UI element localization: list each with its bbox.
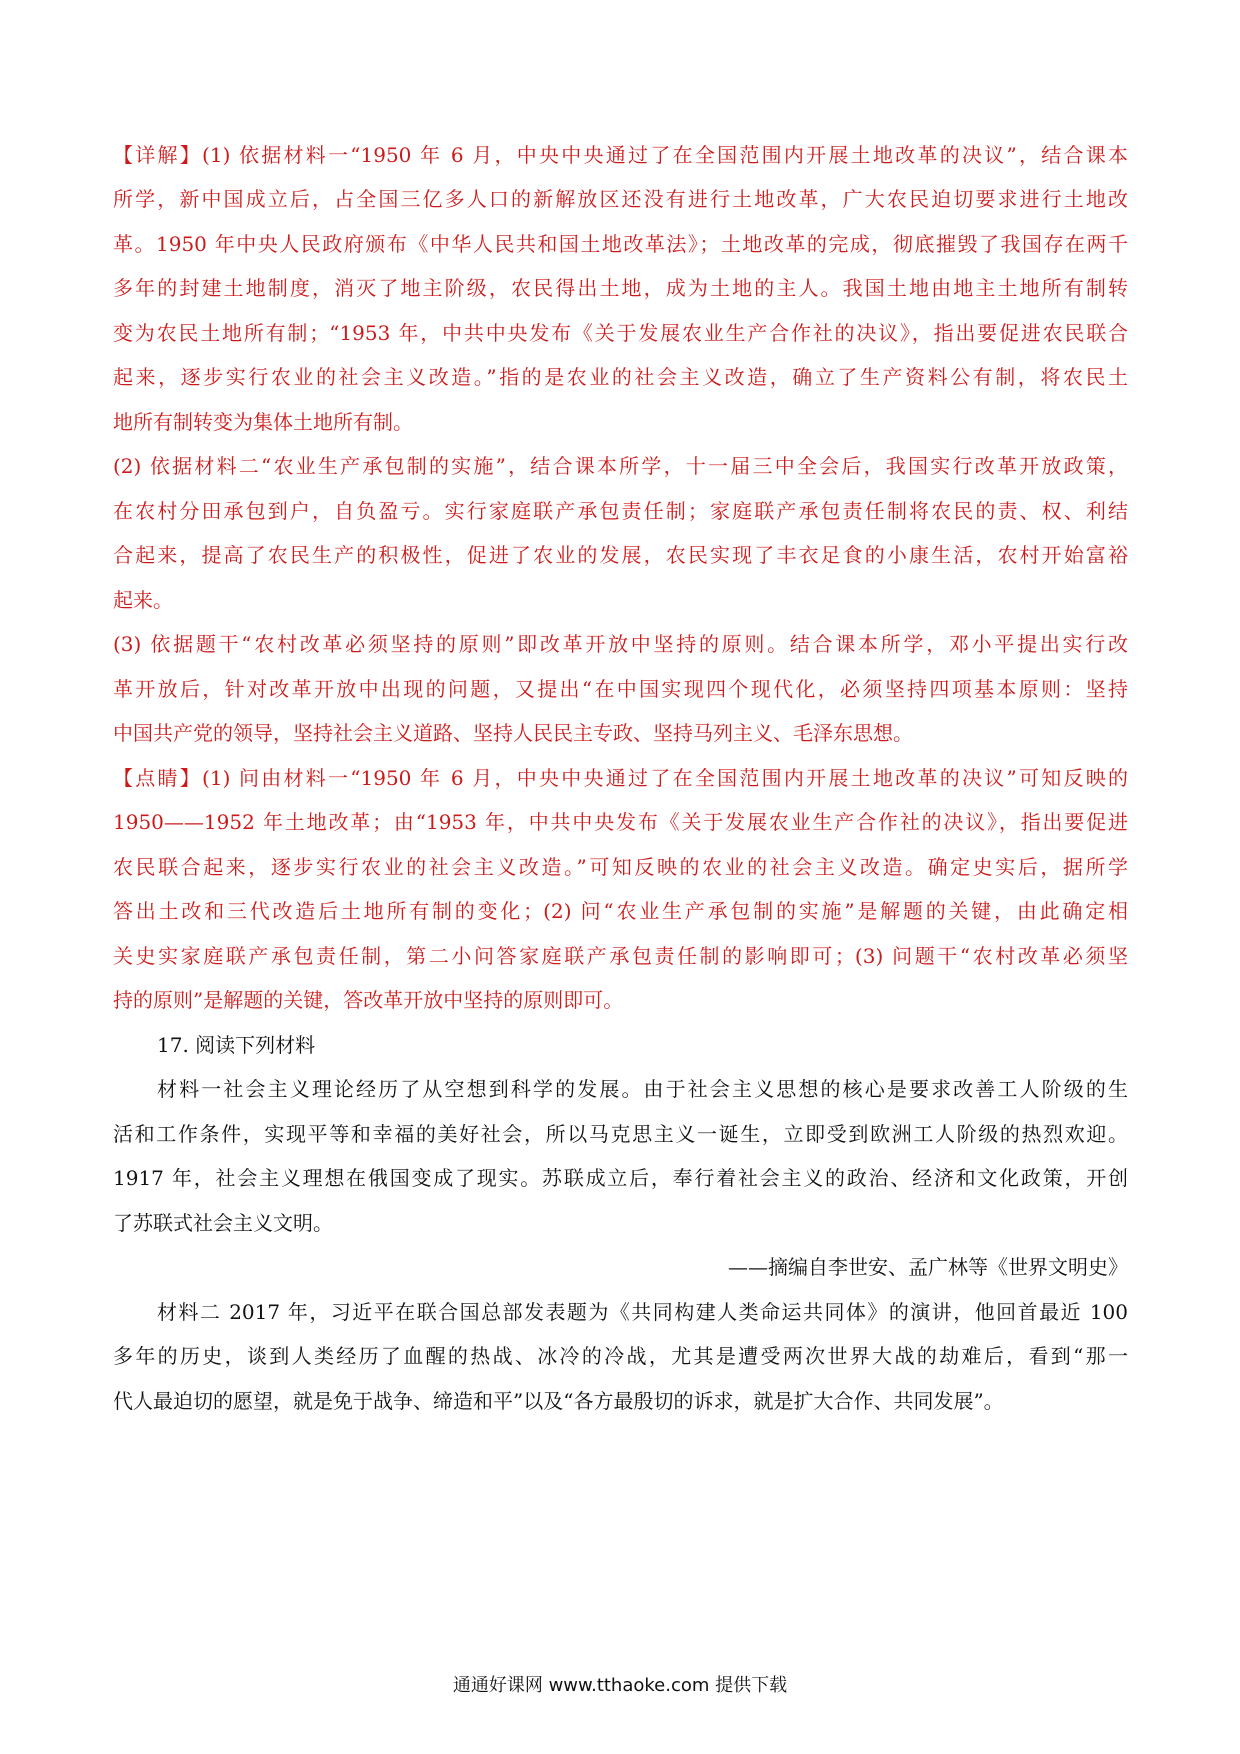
material-one-line-3: 1917 年，社会主义理想在俄国变成了现实。苏联成立后，奉行着社会主义的政治、经济和文化政策，开创: [113, 1166, 1128, 1190]
material-two-line-1: 材料二 2017 年，习近平在联合国总部发表题为《共同构建人类命运共同体》的演讲，他回首最近 100: [157, 1300, 1128, 1324]
material-two-line-3: 代人最迫切的愿望，就是免于战争、缔造和平”以及“各方最殷切的诉求，就是扩大合作、共同发展”。: [113, 1389, 1004, 1413]
question-heading: 17. 阅读下列材料: [157, 1033, 316, 1057]
answer-line-19: 关史实家庭联产承包责任制，第二小问答家庭联产承包责任制的影响即可；(3) 问题干“农村改革必须坚: [113, 944, 1128, 968]
material-one-line-2: 活和工作条件，实现平等和幸福的美好社会，所以马克思主义一诞生，立即受到欧洲工人阶级的热烈欢迎。: [113, 1122, 1128, 1146]
answer-line-20: 持的原则”是解题的关键，答改革开放中坚持的原则即可。: [113, 988, 624, 1012]
answer-line-14: 中国共产党的领导，坚持社会主义道路、坚持人民民主专政、坚持马列主义、毛泽东思想。: [113, 721, 913, 745]
answer-line-16: 1950——1952 年土地改革；由“1953 年，中共中央发布《关于发展农业生产合作社的决议》，指出要促进: [113, 810, 1128, 834]
answer-line-5: 变为农民土地所有制；“1953 年，中共中央发布《关于发展农业生产合作社的决议》，指出要促进农民联合: [113, 321, 1128, 345]
material-one-source: ——摘编自李世安、孟广林等《世界文明史》: [728, 1255, 1128, 1279]
answer-line-7: 地所有制转变为集体土地所有制。: [113, 410, 413, 434]
answer-line-4: 多年的封建土地制度，消灭了地主阶级，农民得出土地，成为土地的主人。我国土地由地主土地所有制转: [113, 276, 1128, 300]
answer-line-6: 起来，逐步实行农业的社会主义改造。”指的是农业的社会主义改造，确立了生产资料公有制，将农民土: [113, 365, 1128, 389]
answer-line-13: 革开放后，针对改革开放中出现的问题，又提出“在中国实现四个现代化，必须坚持四项基本原则：坚持: [113, 677, 1128, 701]
answer-line-12: (3) 依据题干“农村改革必须坚持的原则”即改革开放中坚持的原则。结合课本所学，邓小平提出实行改: [113, 632, 1128, 656]
material-two-line-2: 多年的历史，谈到人类经历了血醒的热战、冰冷的冷战，尤其是遭受两次世界大战的劫难后，看到“那一: [113, 1344, 1128, 1368]
page-footer: 通通好课网 www.tthaoke.com 提供下载: [452, 1675, 788, 1696]
answer-line-1: 【详解】(1) 依据材料一“1950 年 6 月，中央中央通过了在全国范围内开展土地改革的决议”，结合课本: [113, 143, 1128, 167]
material-one-line-4: 了苏联式社会主义文明。: [113, 1211, 333, 1235]
answer-line-10: 合起来，提高了农民生产的积极性，促进了农业的发展，农民实现了丰衣足食的小康生活，农村开始富裕: [113, 543, 1128, 567]
material-one-line-1: 材料一社会主义理论经历了从空想到科学的发展。由于社会主义思想的核心是要求改善工人阶级的生: [157, 1077, 1128, 1101]
answer-line-15: 【点睛】(1) 问由材料一“1950 年 6 月，中央中央通过了在全国范围内开展土地改革的决议”可知反映的: [113, 766, 1128, 790]
answer-line-18: 答出土改和三代改造后土地所有制的变化；(2) 问“农业生产承包制的实施”是解题的关键，由此确定相: [113, 899, 1128, 923]
answer-line-11: 起来。: [113, 588, 173, 612]
answer-line-17: 农民联合起来，逐步实行农业的社会主义改造。”可知反映的农业的社会主义改造。确定史实后，据所学: [113, 855, 1128, 879]
answer-line-8: (2) 依据材料二“农业生产承包制的实施”，结合课本所学，十一届三中全会后，我国实行改革开放政策，: [113, 454, 1128, 478]
answer-line-2: 所学，新中国成立后，占全国三亿多人口的新解放区还没有进行土地改革，广大农民迫切要求进行土地改: [113, 187, 1128, 211]
answer-line-9: 在农村分田承包到户，自负盈亏。实行家庭联产承包责任制；家庭联产承包责任制将农民的责、权、利结: [113, 499, 1128, 523]
answer-line-3: 革。1950 年中央人民政府颁布《中华人民共和国土地改革法》；土地改革的完成，彻底摧毁了我国存在两千: [113, 232, 1128, 256]
